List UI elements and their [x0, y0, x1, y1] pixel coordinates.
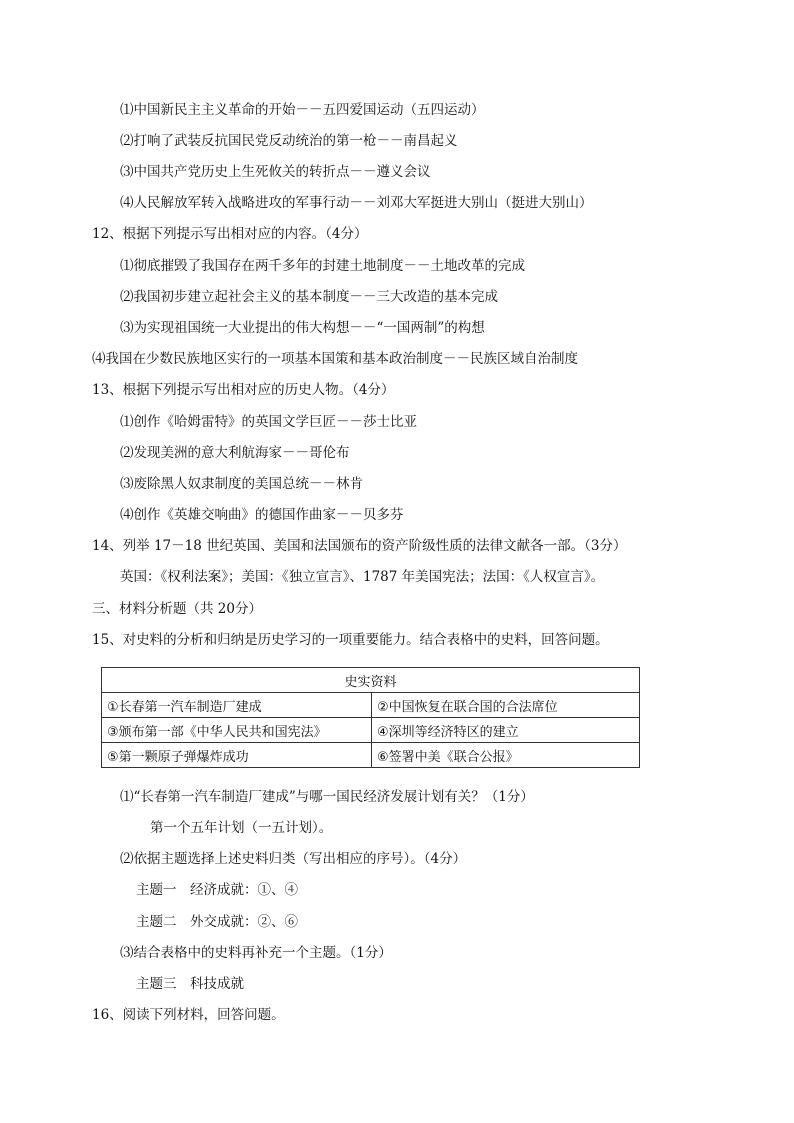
table-row: [102, 743, 640, 768]
table-header-row: [102, 668, 640, 693]
q13-item-3: ⑶废除黑人奴隶制度的美国总统－－林肯: [120, 476, 363, 492]
q11-item-3: ⑶中国共产党历史上生死攸关的转折点－－遵义会议: [120, 164, 431, 180]
q15-sub-question-2: ⑵依据主题选择上述史料归类（写出相应的序号）。（4分）: [120, 851, 467, 867]
table-cell: ③颁布第一部《中华人民共和国宪法》: [102, 718, 372, 743]
table-cell: ④深圳等经济特区的建立: [372, 718, 640, 743]
table-cell: ⑤第一颗原子弹爆炸成功: [102, 743, 372, 768]
q12-item-2: ⑵我国初步建立起社会主义的基本制度－－三大改造的基本完成: [120, 289, 498, 305]
q11-item-2: ⑵打响了武装反抗国民党反动统治的第一枪－－南昌起义: [120, 133, 458, 149]
q15-theme-3: 主题三 科技成就: [136, 976, 244, 992]
q15-stem: 15、对史料的分析和归纳是历史学习的一项重要能力。结合表格中的史料，回答问题。: [92, 632, 609, 648]
q15-sub-question-1: ⑴“长春第一汽车制造厂建成”与哪一国民经济发展计划有关？（1分）: [120, 789, 534, 805]
q14-stem: 14、列举 17－18 世纪英国、美国和法国颁布的资产阶级性质的法律文献各一部。（3分）: [92, 538, 627, 554]
q12-item-1: ⑴彻底摧毁了我国存在两千多年的封建土地制度－－土地改革的完成: [120, 258, 525, 274]
q11-item-4: ⑷人民解放军转入战略进攻的军事行动－－刘邓大军挺进大别山（挺进大别山）: [120, 195, 593, 211]
table-cell: ①长春第一汽车制造厂建成: [102, 693, 372, 718]
q16-stem: 16、阅读下列材料，回答问题。: [92, 1007, 285, 1023]
q13-stem: 13、根据下列提示写出相对应的历史人物。（4分）: [92, 382, 395, 398]
section-3-title: 三、材料分析题（共 20分）: [92, 601, 262, 617]
q12-item-3: ⑶为实现祖国统一大业提出的伟大构想－－“一国两制”的构想: [120, 320, 485, 336]
table-cell: ⑥签署中美《联合公报》: [372, 743, 640, 768]
table-header: 史实资料: [102, 668, 640, 693]
q13-item-4: ⑷创作《英雄交响曲》的德国作曲家－－贝多芬: [120, 507, 404, 523]
table-cell: ②中国恢复在联合国的合法席位: [372, 693, 640, 718]
q15-theme-1: 主题一 经济成就：①、④: [136, 882, 298, 898]
q15-answer-1: 第一个五年计划（一五计划）。: [150, 820, 333, 836]
q13-item-1: ⑴创作《哈姆雷特》的英国文学巨匠－－莎士比亚: [120, 414, 417, 430]
q15-theme-2: 主题二 外交成就：②、⑥: [136, 914, 298, 930]
historical-facts-table: [101, 667, 640, 768]
q11-item-1: ⑴中国新民主主义革命的开始－－五四爱国运动（五四运动）: [120, 102, 485, 118]
q12-stem: 12、根据下列提示写出相对应的内容。（4分）: [92, 226, 368, 242]
q15-sub-question-3: ⑶结合表格中的史料再补充一个主题。（1分）: [120, 945, 392, 961]
q12-item-4: ⑷我国在少数民族地区实行的一项基本国策和基本政治制度－－民族区域自治制度: [92, 351, 578, 367]
table-row: [102, 718, 640, 743]
q13-item-2: ⑵发现美洲的意大利航海家－－哥伦布: [120, 445, 350, 461]
table-row: [102, 693, 640, 718]
q14-answer: 英国：《权利法案》；美国：《独立宣言》、1787 年美国宪法；法国：《人权宣言》。: [120, 569, 605, 585]
